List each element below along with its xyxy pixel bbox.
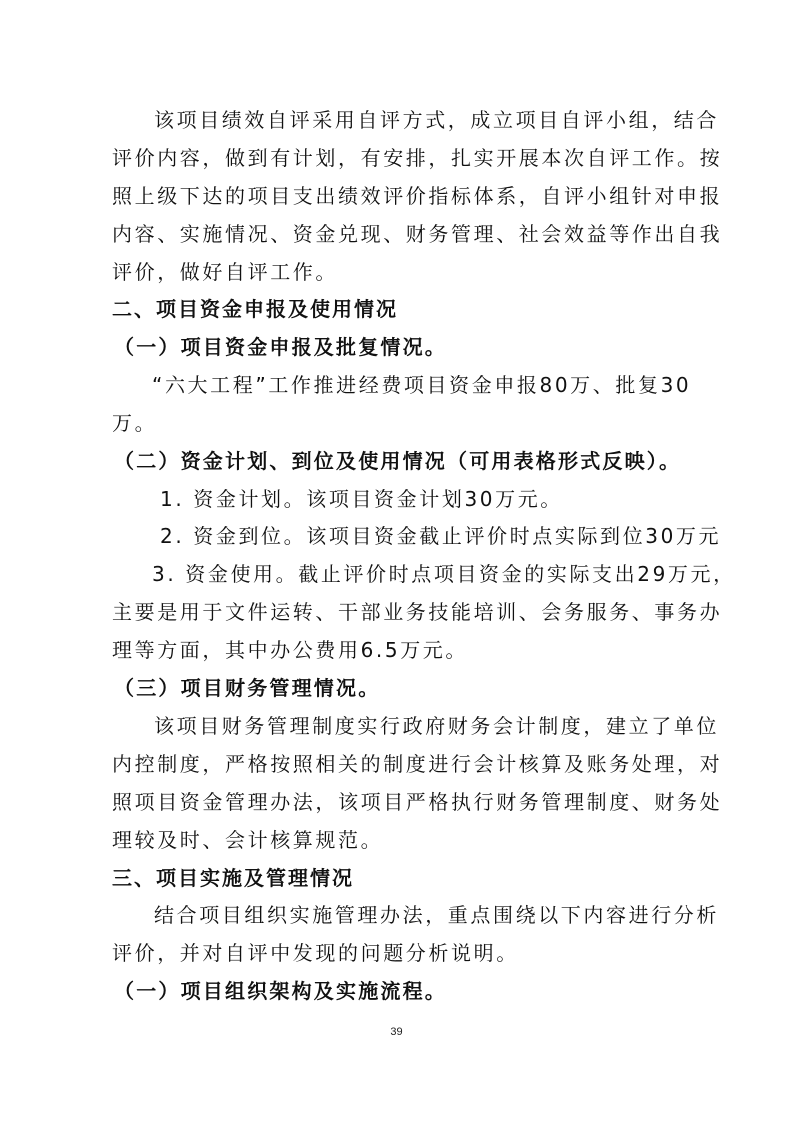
subsection-heading: （二）资金计划、到位及使用情况（可用表格形式反映）。 [114,449,682,473]
subsection-heading: （三）项目财务管理情况。 [114,676,381,700]
paragraph-line: 照项目资金管理办法，该项目严格执行财务管理制度、财务处 [112,790,723,814]
list-item: 2. 资金到位。该项目资金截止评价时点实际到位30万元 [160,524,722,548]
list-item: 3. 资金使用。截止评价时点项目资金的实际支出29万元， [152,562,736,586]
page-number: 39 [390,1026,403,1038]
paragraph-line: 主要是用于文件运转、干部业务技能培训、会务服务、事务办 [112,600,723,624]
paragraph-line: 该项目财务管理制度实行政府财务会计制度，建立了单位 [154,714,719,738]
paragraph-line: 理较及时、会计核算规范。 [112,828,384,852]
subsection-heading: （一）项目资金申报及批复情况。 [114,335,447,359]
section-heading: 三、项目实施及管理情况 [112,866,354,890]
list-item: 1. 资金计划。该项目资金计划30万元。 [160,487,563,511]
paragraph-line: 结合项目组织实施管理办法，重点围绕以下内容进行分析 [154,903,719,927]
paragraph-line: “六大工程”工作推进经费项目资金申报80万、批复30 [152,373,692,397]
paragraph-line: 该项目绩效自评采用自评方式，成立项目自评小组，结合 [154,108,719,132]
paragraph-line: 评价，做好自评工作。 [112,260,338,284]
subsection-heading: （一）项目组织架构及实施流程。 [114,979,447,1003]
section-heading: 二、项目资金申报及使用情况 [112,297,398,321]
paragraph-line: 照上级下达的项目支出绩效评价指标体系，自评小组针对申报 [112,184,723,208]
paragraph-line: 内控制度，严格按照相关的制度进行会计核算及账务处理，对 [112,752,723,776]
paragraph-line: 万。 [112,411,158,435]
paragraph-line: 理等方面，其中办公费用6.5万元。 [112,638,469,662]
paragraph-line: 评价内容，做到有计划，有安排，扎实开展本次自评工作。按 [112,146,723,170]
paragraph-line: 评价，并对自评中发现的问题分析说明。 [112,941,519,965]
paragraph-line: 内容、实施情况、资金兑现、财务管理、社会效益等作出自我 [112,222,723,246]
